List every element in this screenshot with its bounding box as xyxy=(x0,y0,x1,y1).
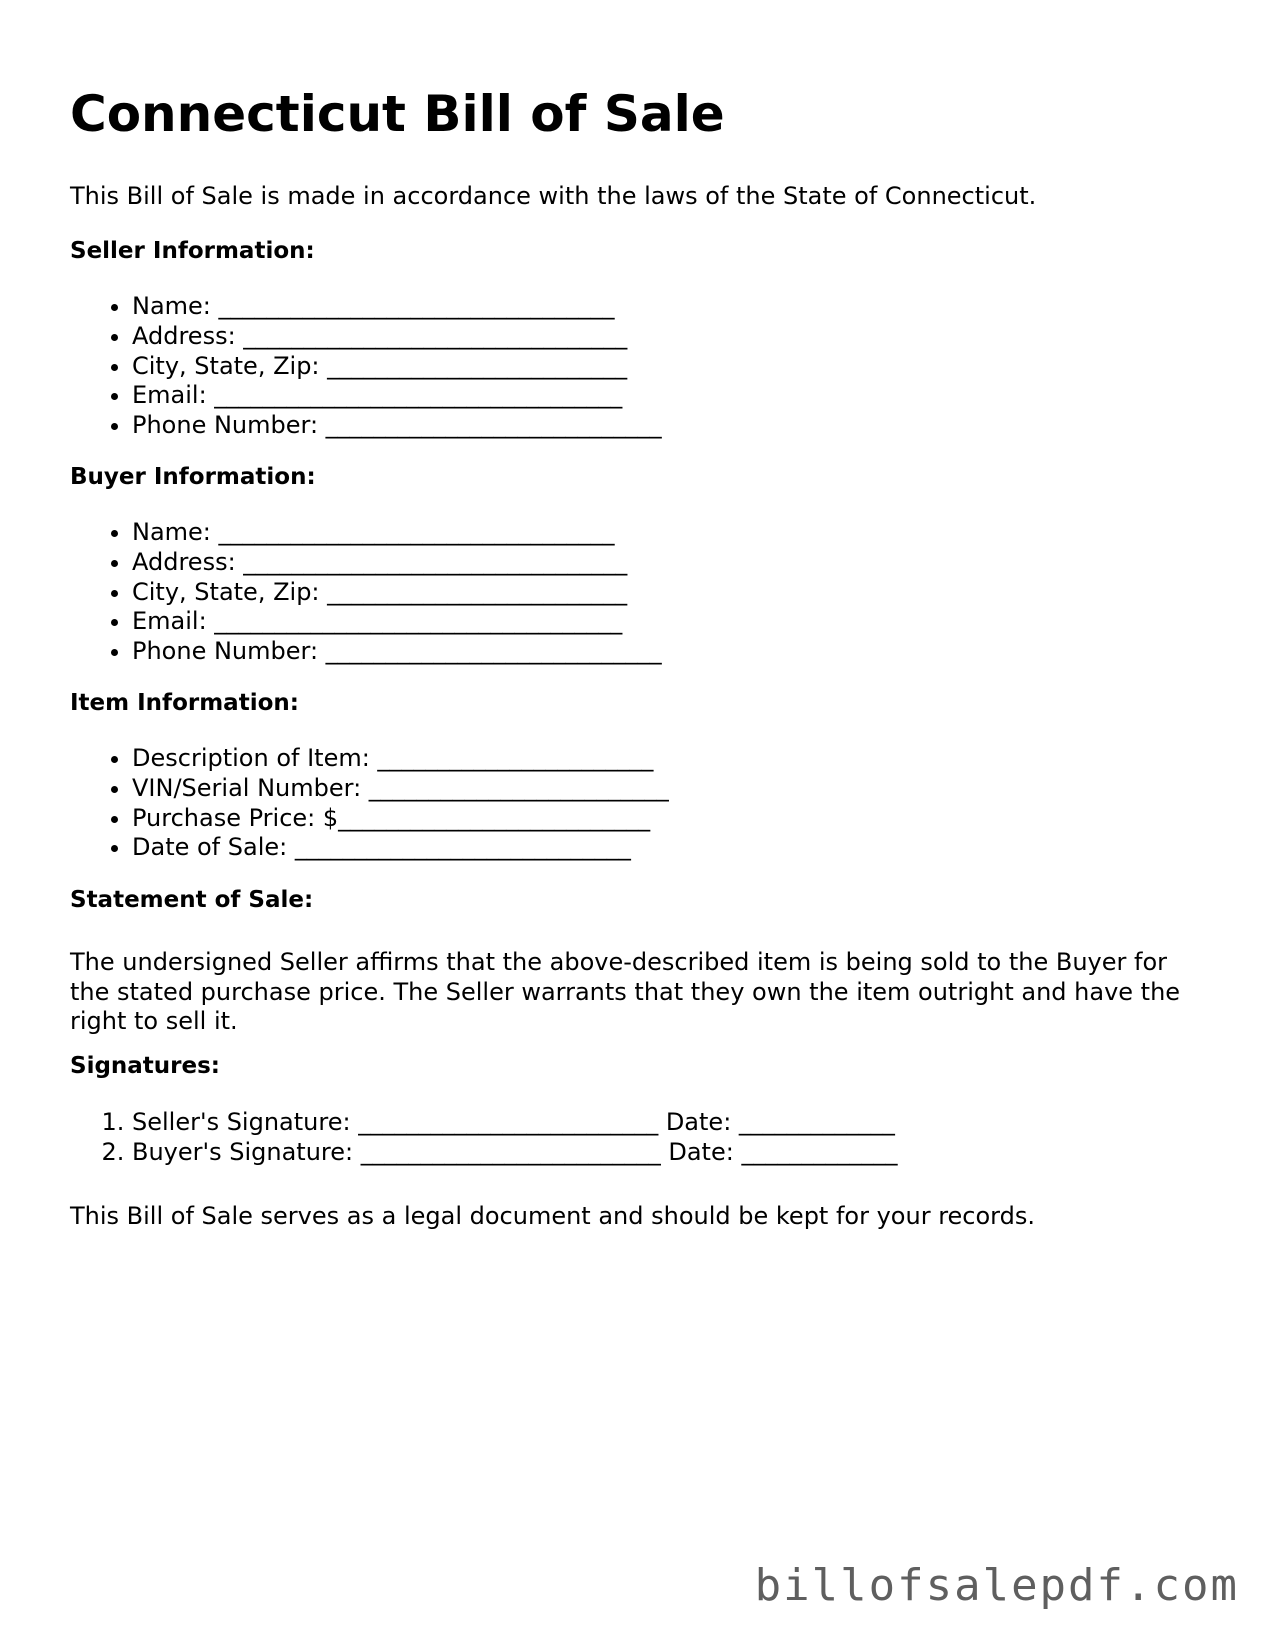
seller-field-list xyxy=(70,292,662,441)
item-purchase-price-field: • Purchase Price: $__________________________ xyxy=(132,804,669,834)
buyer-field-list xyxy=(70,518,662,667)
buyer-heading: Buyer Information: xyxy=(70,464,316,490)
site-watermark: billofsalepdf.com xyxy=(754,1560,1239,1611)
signatures-list xyxy=(70,1108,897,1168)
item-vin-serial-field: • VIN/Serial Number: _________________________ xyxy=(132,774,669,804)
buyer-signature-line: 2. Buyer's Signature: _________________________ Date: _____________ xyxy=(132,1138,897,1168)
seller-city-state-zip-field: • City, State, Zip: _________________________ xyxy=(132,352,662,382)
footer-note: This Bill of Sale serves as a legal document and should be kept for your records. xyxy=(70,1202,1035,1230)
item-heading: Item Information: xyxy=(70,690,299,716)
seller-signature-line: 1. Seller's Signature: _________________________ Date: _____________ xyxy=(132,1108,897,1138)
seller-phone-field: • Phone Number: ____________________________ xyxy=(132,411,662,441)
buyer-phone-field: • Phone Number: ____________________________ xyxy=(132,637,662,667)
seller-email-field: • Email: __________________________________ xyxy=(132,381,662,411)
item-field-list xyxy=(70,744,669,863)
statement-heading: Statement of Sale: xyxy=(70,887,314,913)
item-date-of-sale-field: • Date of Sale: ____________________________ xyxy=(132,833,669,863)
statement-text: The undersigned Seller affirms that the above-described item is being sold to the Buyer for the stated purchase price. The Seller warrants that they own the item outright and have the right to sell it. xyxy=(70,948,1181,1035)
seller-address-field: • Address: ________________________________ xyxy=(132,322,662,352)
signatures-heading: Signatures: xyxy=(70,1053,221,1079)
buyer-city-state-zip-field: • City, State, Zip: _________________________ xyxy=(132,578,662,608)
buyer-address-field: • Address: ________________________________ xyxy=(132,548,662,578)
seller-heading: Seller Information: xyxy=(70,238,315,264)
item-description-field: • Description of Item: _______________________ xyxy=(132,744,669,774)
document-title: Connecticut Bill of Sale xyxy=(70,85,725,143)
buyer-name-field: • Name: _________________________________ xyxy=(132,518,662,548)
intro-text: This Bill of Sale is made in accordance with the laws of the State of Connecticut. xyxy=(70,182,1037,210)
buyer-email-field: • Email: __________________________________ xyxy=(132,607,662,637)
seller-name-field: • Name: _________________________________ xyxy=(132,292,662,322)
